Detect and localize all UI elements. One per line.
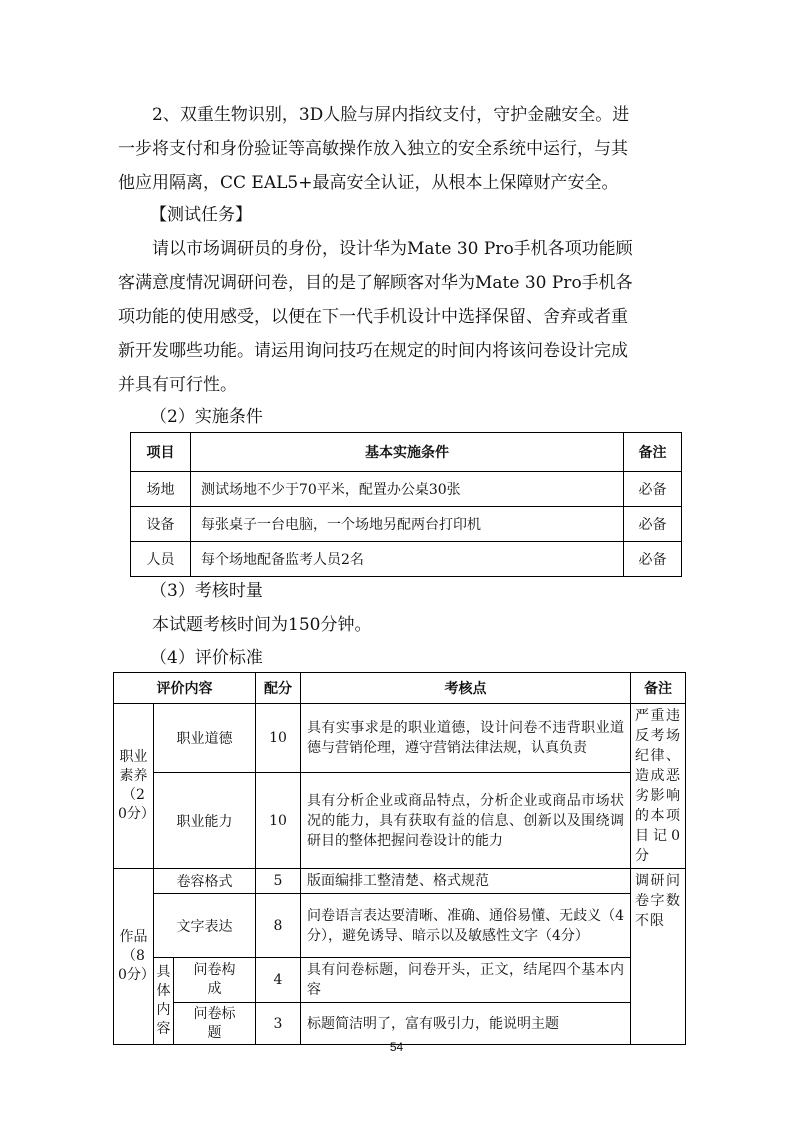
table-row <box>131 472 682 507</box>
table-cell: 必备 <box>624 507 682 542</box>
intro-line: 他应用隔离，CC EAL5+最高安全认证，从根本上保障财产安全。 <box>118 173 619 193</box>
table-cell: 设备 <box>131 507 191 542</box>
table-row <box>114 773 686 869</box>
task-line: 项功能的使用感受，以便在下一代手机设计中选择保留、舍弃或者重 <box>118 307 628 327</box>
table-row <box>114 704 686 773</box>
intro-line: 2、双重生物识别，3D人脸与屏内指纹支付，守护金融安全。进 <box>152 105 630 125</box>
table-header-row <box>114 673 686 704</box>
score-cell: 5 <box>256 869 301 894</box>
intro-paragraph <box>118 98 680 200</box>
table-row <box>131 542 682 577</box>
sub-group-label: 具体内容 <box>154 958 174 1045</box>
table-cell: 人员 <box>131 542 191 577</box>
item-cell: 卷容格式 <box>154 869 256 894</box>
point-cell: 具有分析企业或商品特点，分析企业或商品市场状况的能力，具有获取有益的信息、创新以及围绕调研目的整体把握问卷设计的能力 <box>301 773 631 869</box>
item-cell: 问卷构成 <box>174 958 256 1003</box>
evaluation-heading: （4）评价标准 <box>150 648 263 668</box>
score-cell: 10 <box>256 773 301 869</box>
task-line: 新开发哪些功能。请运用询问技巧在规定的时间内将该问卷设计完成 <box>118 341 628 361</box>
task-line: 请以市场调研员的身份，设计华为Mate 30 Pro手机各项功能顾 <box>152 239 633 259</box>
group-label: 职业素养（20分） <box>114 704 154 869</box>
table-row <box>114 869 686 894</box>
item-cell: 职业能力 <box>154 773 256 869</box>
table-cell: 测试场地不少于70平米，配置办公桌30张 <box>191 472 624 507</box>
point-cell: 具有问卷标题，问卷开头，正文，结尾四个基本内容 <box>301 958 631 1003</box>
note-cell: 调研问卷字数不限 <box>631 869 686 1045</box>
point-cell: 具有实事求是的职业道德，设计问卷不违背职业道德与营销伦理，遵守营销法律法规，认真负责 <box>301 704 631 773</box>
table-cell: 必备 <box>624 542 682 577</box>
header-cell: 考核点 <box>301 673 631 704</box>
page-number: 54 <box>389 1040 404 1054</box>
item-cell: 文字表达 <box>154 894 256 958</box>
table-cell: 场地 <box>131 472 191 507</box>
table-row <box>114 1003 686 1045</box>
header-cell: 基本实施条件 <box>191 433 624 472</box>
header-cell: 配分 <box>256 673 301 704</box>
score-cell: 8 <box>256 894 301 958</box>
evaluation-table <box>113 672 686 1045</box>
point-cell: 标题简洁明了，富有吸引力，能说明主题 <box>301 1003 631 1045</box>
table-cell: 每张桌子一台电脑，一个场地另配两台打印机 <box>191 507 624 542</box>
score-cell: 3 <box>256 1003 301 1045</box>
table-row <box>131 507 682 542</box>
task-paragraph <box>118 232 680 402</box>
table-header-row <box>131 433 682 472</box>
duration-heading: （3）考核时量 <box>150 581 263 601</box>
table-row <box>114 894 686 958</box>
table-cell: 必备 <box>624 472 682 507</box>
item-cell: 职业道德 <box>154 704 256 773</box>
task-heading: 【测试任务】 <box>150 205 252 225</box>
header-cell: 备注 <box>624 433 682 472</box>
score-cell: 10 <box>256 704 301 773</box>
table-row <box>114 958 686 1003</box>
point-cell: 版面编排工整清楚、格式规范 <box>301 869 631 894</box>
group-label: 作品（80分） <box>114 869 154 1045</box>
header-cell: 项目 <box>131 433 191 472</box>
conditions-heading: （2）实施条件 <box>150 407 263 427</box>
score-cell: 4 <box>256 958 301 1003</box>
task-line: 并具有可行性。 <box>118 375 237 395</box>
note-cell: 严重违反考场纪律、造成恶劣影响的本项目记0分 <box>631 704 686 869</box>
header-cell: 评价内容 <box>114 673 256 704</box>
task-line: 客满意度情况调研问卷，目的是了解顾客对华为Mate 30 Pro手机各 <box>118 273 633 293</box>
table-cell: 每个场地配备监考人员2名 <box>191 542 624 577</box>
point-cell: 问卷语言表达要清晰、准确、通俗易懂、无歧义（4分），避免诱导、暗示以及敏感性文字（4分） <box>301 894 631 958</box>
duration-text: 本试题考核时间为150分钟。 <box>152 615 372 635</box>
intro-line: 一步将支付和身份验证等高敏操作放入独立的安全系统中运行，与其 <box>118 139 628 159</box>
header-cell: 备注 <box>631 673 686 704</box>
item-cell: 问卷标题 <box>174 1003 256 1045</box>
conditions-table <box>130 432 682 577</box>
